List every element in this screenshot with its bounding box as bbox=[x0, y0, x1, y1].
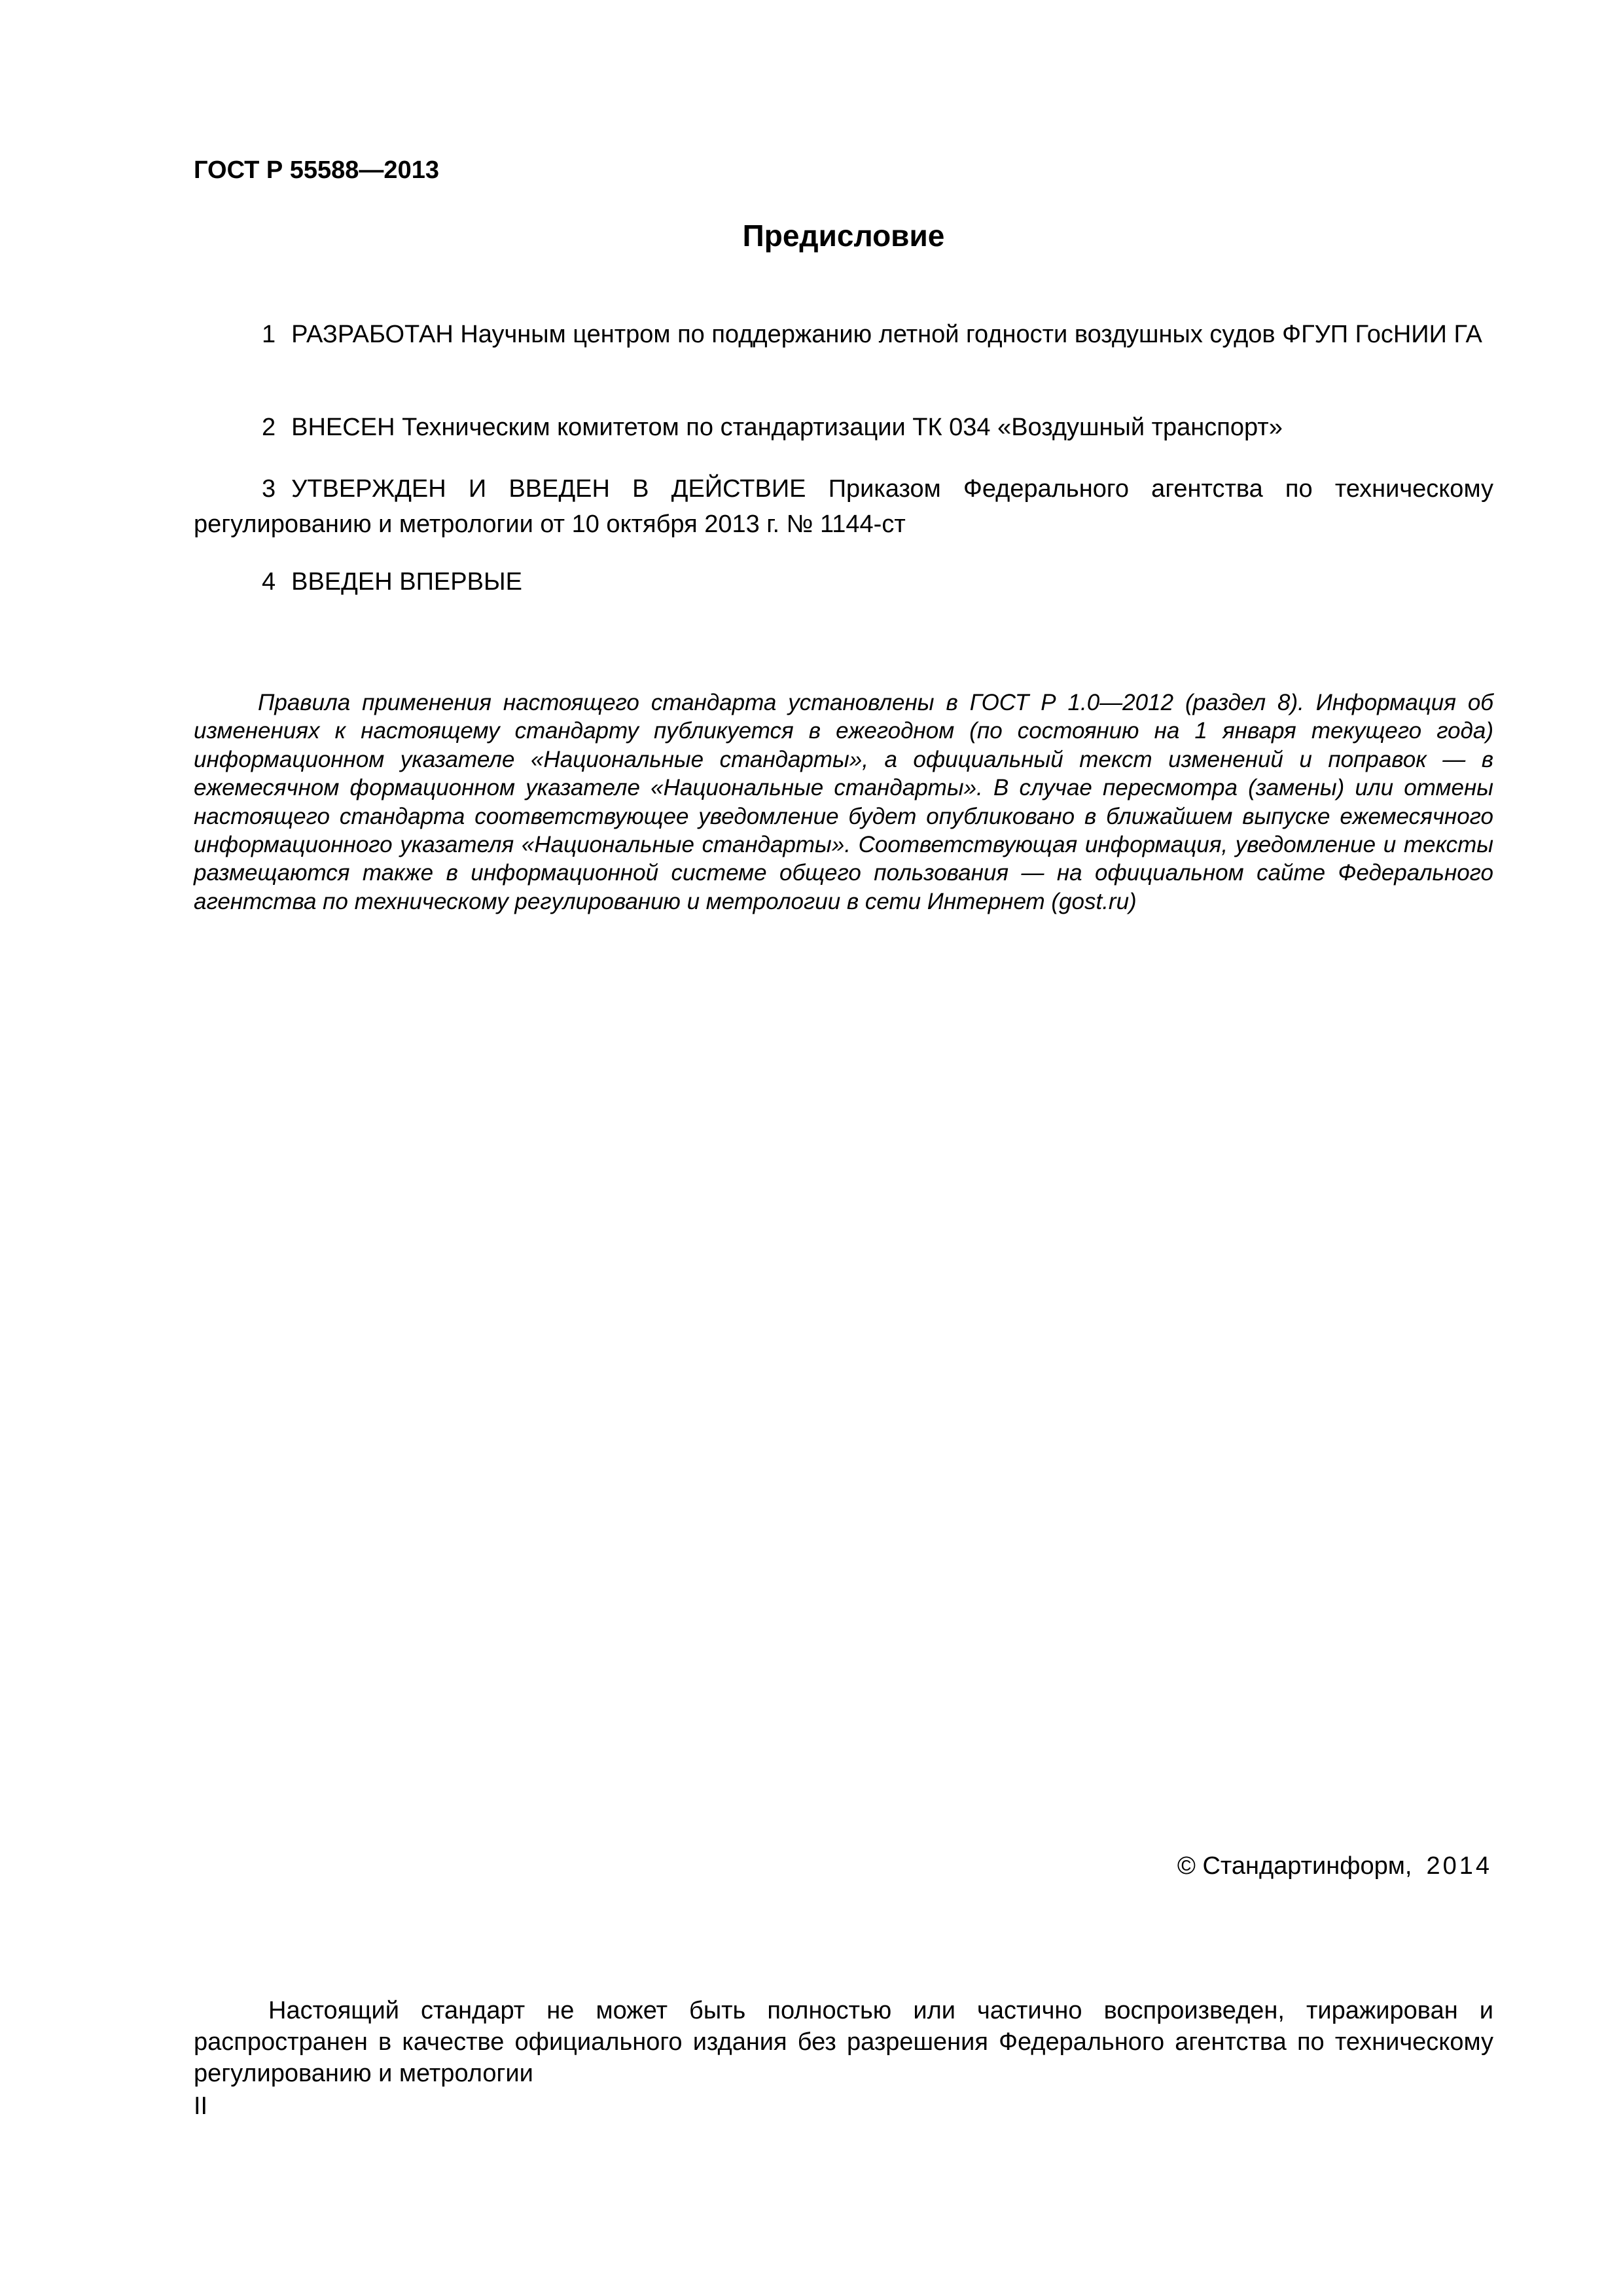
item-lead: ВВЕДЕН ВПЕРВЫЕ bbox=[291, 568, 522, 596]
reproduction-notice: Настоящий стандарт не может быть полностью или частично воспроизведен, тиражирован и распространен в качестве официального издания без разрешения Федерального агентства по техническому регулированию и метрологии bbox=[194, 1997, 1493, 2087]
item-text: Приказом Федерального агентства по техническому регулированию и метрологии от 10 октября 2013 г. № 1144-ст bbox=[194, 475, 1493, 538]
application-rules-note: Правила применения настоящего стандарта установлены в ГОСТ Р 1.0—2012 (раздел 8). Информация об изменениях к настоящему стандарту публикуется в ежегодном (по состоянию на 1 января текущего года) информационном указателе «Национальные стандарты», а официальный текст изменений и поправок — в ежемесячном формационном указателе «Национальные стандарты». В случае пересмотра (замены) или отмены настоящего стандарта соответствующее уведомление будет опубликовано в ближайшем выпуске ежемесячного информационного указателя «Национальные стандарты». Соответствующая информация, уведомление и тексты размещаются также в информационной системе общего пользования — на официальном сайте Федерального агентства по техническому регулированию и метрологии в сети Интернет (gost.ru) bbox=[194, 690, 1493, 914]
item-lead: ВНЕСЕН bbox=[291, 414, 395, 441]
preface-item-introduced bbox=[194, 410, 1493, 445]
item-text: Научным центром по поддержанию летной годности воздушных судов ФГУП ГосНИИ ГА bbox=[453, 321, 1482, 348]
page-number: II bbox=[194, 2092, 208, 2120]
item-text: Техническим комитетом по стандартизации ТК 034 «Воздушный транспорт» bbox=[395, 414, 1283, 441]
item-number: 3 bbox=[262, 475, 276, 503]
preface-item-developed bbox=[194, 317, 1493, 352]
copyright-holder: © Стандартинформ, bbox=[1177, 1852, 1412, 1880]
document-code: ГОСТ Р 55588—2013 bbox=[194, 156, 439, 184]
preface-item-approved bbox=[194, 471, 1493, 542]
item-lead: УТВЕРЖДЕН И ВВЕДЕН В ДЕЙСТВИЕ bbox=[291, 475, 806, 503]
copyright-year: 2014 bbox=[1426, 1852, 1492, 1880]
preface-item-first-introduced bbox=[194, 564, 1493, 600]
copyright bbox=[1177, 1848, 1492, 1884]
item-number: 4 bbox=[262, 568, 276, 596]
item-number: 1 bbox=[262, 321, 276, 348]
item-lead: РАЗРАБОТАН bbox=[291, 321, 454, 348]
item-number: 2 bbox=[262, 414, 276, 441]
page-title: Предисловие bbox=[742, 219, 945, 253]
